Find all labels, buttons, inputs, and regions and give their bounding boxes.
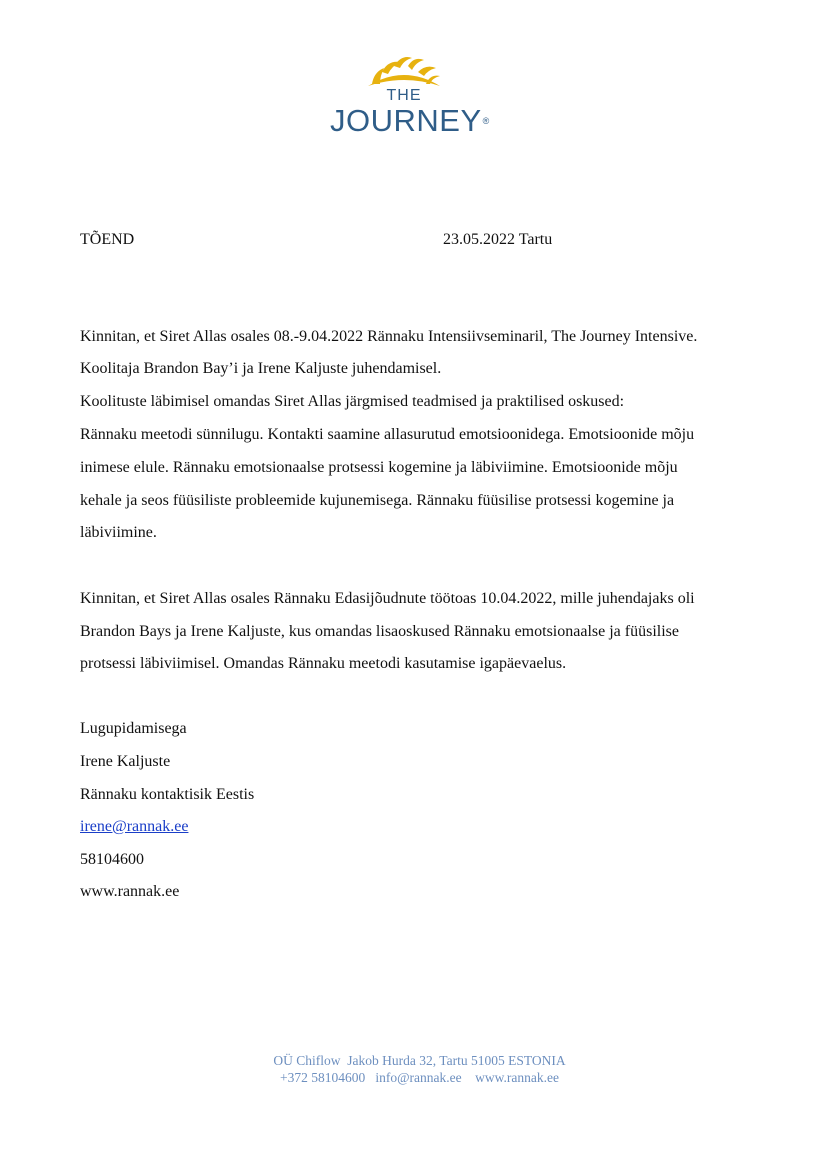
paragraph2-line: Brandon Bays ja Irene Kaljuste, kus omandas lisaoskused Rännaku emotsionaalse ja füüsilise bbox=[80, 623, 679, 640]
document-title: TÕEND bbox=[80, 231, 135, 248]
footer-contacts: +372 58104600 info@rannak.ee www.rannak.ee bbox=[280, 1070, 559, 1085]
signature-role: Rännaku kontaktisik Eestis bbox=[80, 786, 255, 803]
paragraph1-line: kehale ja seos füüsiliste probleemide kujunemisega. Rännaku füüsilise protsessi kogemine ja bbox=[80, 492, 675, 509]
paragraph1-line: Kinnitan, et Siret Allas osales 08.-9.04.2022 Rännaku Intensiivseminaril, The Journey Intensive. bbox=[80, 328, 698, 345]
signature-phone: 58104600 bbox=[80, 851, 144, 868]
logo-the-text: THE bbox=[386, 87, 422, 104]
logo-journey-text: JOURNEY® bbox=[330, 103, 490, 138]
paragraph1-line: läbiviimine. bbox=[80, 524, 157, 541]
paragraph1-line: inimese elule. Rännaku emotsionaalse protsessi kogemine ja läbiviimine. Emotsioonide mõju bbox=[80, 459, 678, 476]
signature-closing: Lugupidamisega bbox=[80, 720, 187, 737]
sun-icon bbox=[328, 50, 480, 90]
the-journey-logo bbox=[328, 50, 490, 142]
email-link[interactable]: irene@rannak.ee bbox=[80, 818, 189, 835]
paragraph1-line: Koolitaja Brandon Bay’i ja Irene Kaljuste juhendamisel. bbox=[80, 360, 442, 377]
paragraph1-line: Rännaku meetodi sünnilugu. Kontakti saamine allasurutud emotsioonidega. Emotsioonide mõju bbox=[80, 426, 695, 443]
registered-mark: ® bbox=[482, 116, 490, 126]
document-date-place: 23.05.2022 Tartu bbox=[443, 231, 553, 248]
paragraph1-line: Koolituste läbimisel omandas Siret Allas järgmised teadmised ja praktilised oskused: bbox=[80, 393, 625, 410]
paragraph2-line: Kinnitan, et Siret Allas osales Rännaku Edasijõudnute töötoas 10.04.2022, mille juhendajaks oli bbox=[80, 590, 695, 607]
signature-email-line bbox=[80, 817, 188, 837]
footer-address: OÜ Chiflow Jakob Hurda 32, Tartu 51005 ESTONIA bbox=[273, 1053, 566, 1068]
paragraph2-line: protsessi läbiviimisel. Omandas Rännaku meetodi kasutamise igapäevaelus. bbox=[80, 655, 567, 672]
signature-name: Irene Kaljuste bbox=[80, 753, 171, 770]
signature-website: www.rannak.ee bbox=[80, 883, 180, 900]
